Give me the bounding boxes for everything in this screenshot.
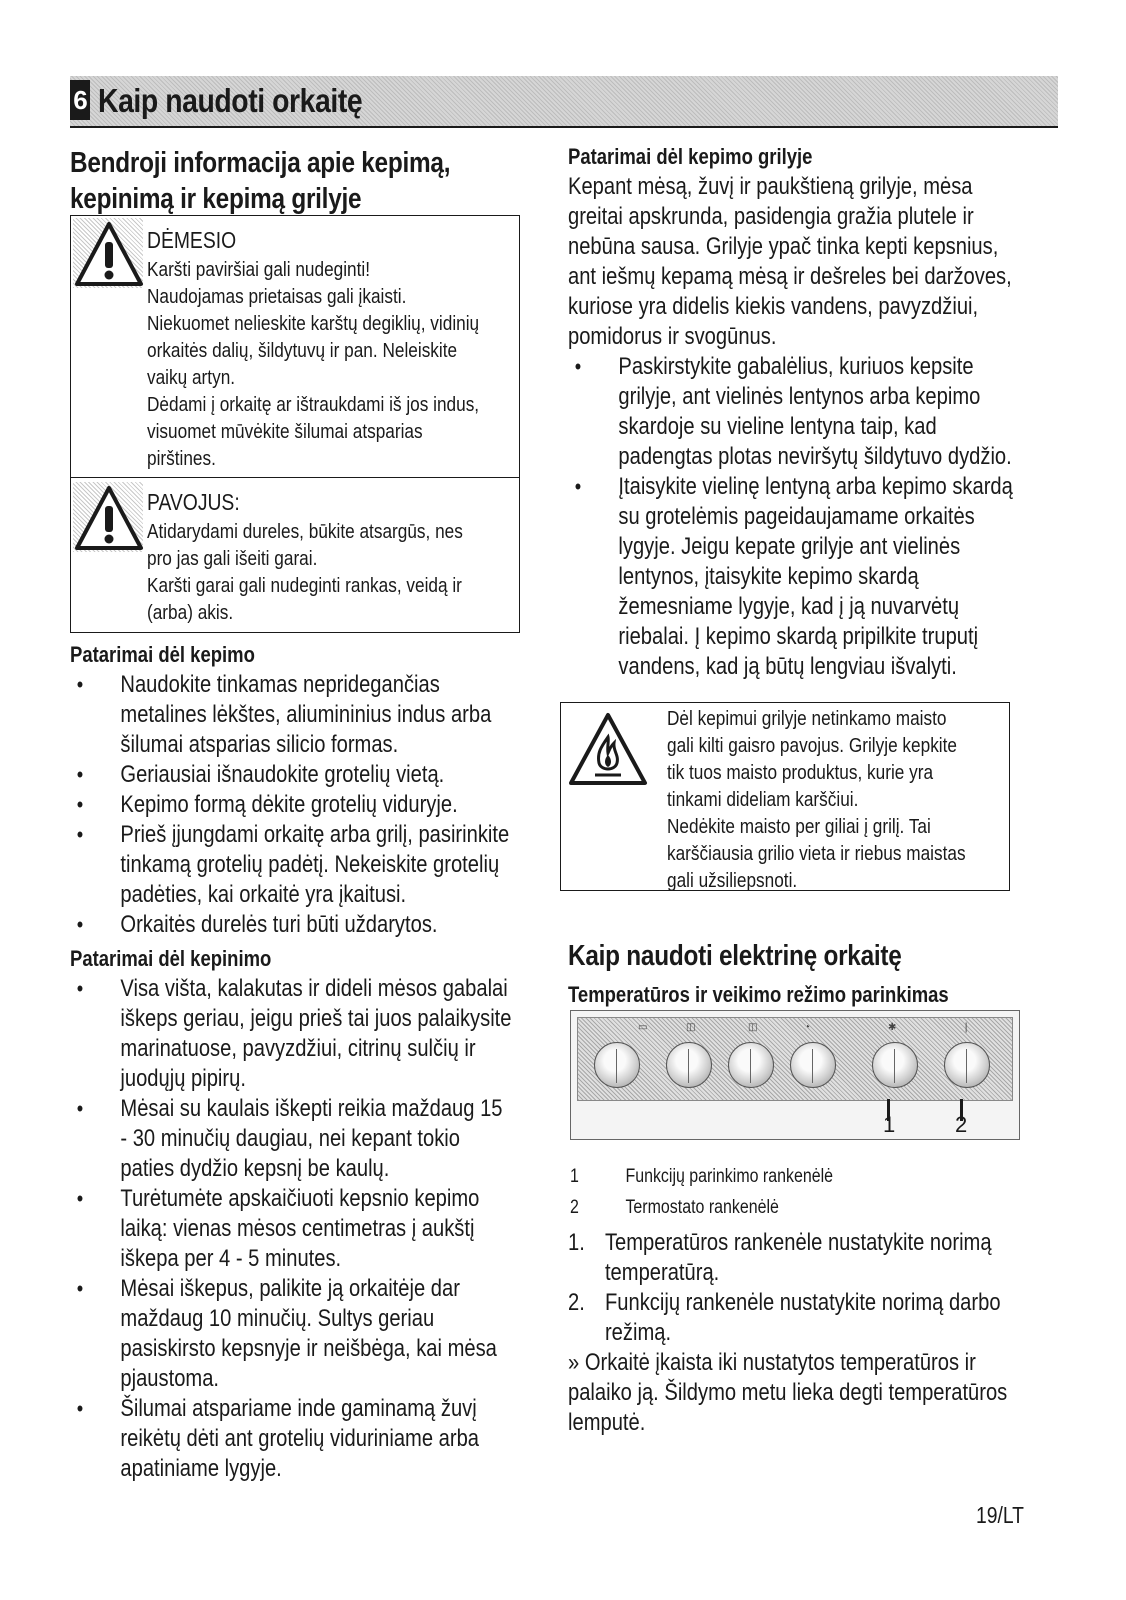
hob-knob xyxy=(594,1042,640,1088)
callout-number: 2 xyxy=(955,1112,968,1137)
list-item: • Orkaitės durelės turi būti uždarytos. xyxy=(70,910,528,940)
grill-tips-section xyxy=(568,142,1030,682)
danger-line: (arba) akis. xyxy=(147,601,234,624)
grill-tips-list xyxy=(568,352,1030,682)
list-item: 2. Funkcijų rankenėle nustatykite norimą darbo režimą. xyxy=(568,1289,1001,1346)
electric-oven-section xyxy=(568,938,1038,1010)
thermostat-knob xyxy=(944,1042,990,1088)
roasting-tips-section xyxy=(70,944,528,1484)
page-number: 19/LT xyxy=(976,1502,1024,1528)
result-text: » Orkaitė įkaista iki nustatytos temperatūros ir palaiko ją. Šildymo metu lieka degti temperatūros lemputė. xyxy=(568,1349,1008,1436)
hob-knob xyxy=(728,1042,774,1088)
grill-tips-title: Patarimai dėl kepimo grilyje xyxy=(568,144,813,169)
legend-row: 2 Termostato rankenėlė xyxy=(570,1197,779,1218)
steps-list xyxy=(568,1228,1038,1348)
warning-divider xyxy=(71,477,519,478)
list-item: • Geriausiai išnaudokite grotelių vietą. xyxy=(70,760,528,790)
legend-row: 1 Funkcijų parinkimo rankenėlė xyxy=(570,1166,834,1187)
caution-line: Naudojamas prietaisas gali įkaisti. xyxy=(147,285,407,308)
caution-line: pirštines. xyxy=(147,447,216,470)
caution-line: Dėdami į orkaitę ar ištraukdami iš jos indus, xyxy=(147,393,480,416)
chapter-number: 6 xyxy=(70,80,90,120)
list-item: • Naudokite tinkamas nepridegančias metalines lėkštes, aliumininius indus arba šilumai atsparias silicio formas. xyxy=(70,670,528,760)
warning-triangle-icon xyxy=(73,482,145,554)
list-item: • Šilumai atspariame inde gaminamą žuvį reikėtų dėti ant grotelių viduriniame arba apatiniame lygyje. xyxy=(70,1394,528,1484)
list-item: • Mėsai su kaulais iškepti reikia maždaug 15 - 30 minučių daugiau, nei kepant tokio paties dydžio kepsnį be kaulų. xyxy=(70,1094,528,1184)
baking-tips-list xyxy=(70,670,528,940)
caution-line: orkaitės dalių, šildytuvų ir pan. Neleiskite xyxy=(147,339,458,362)
callout-number: 1 xyxy=(883,1112,896,1137)
caution-heading: DĖMESIO xyxy=(147,227,237,253)
caution-text xyxy=(147,224,517,472)
left-section-title: Bendroji informacija apie kepimą, kepinimą ir kepimą grilyje xyxy=(70,147,451,215)
electric-oven-title: Kaip naudoti elektrinę orkaitę xyxy=(568,940,902,972)
function-knob xyxy=(872,1042,918,1088)
baking-tips-title: Patarimai dėl kepimo xyxy=(70,642,255,667)
hob-knob xyxy=(790,1042,836,1088)
caution-line: Niekuomet nelieskite karštų degiklių, vidinių xyxy=(147,312,480,335)
warning-triangle-icon xyxy=(73,218,145,290)
oven-control-panel-illustration xyxy=(570,1010,1020,1140)
usage-steps xyxy=(568,1228,1038,1438)
list-item: • Paskirstykite gabalėlius, kuriuos kepsite grilyje, ant vielinės lentynos arba kepimo skardoje su vieline lentyna taip, kad padengtas plotas neviršytų šildytuvo dydžio. xyxy=(568,352,1030,472)
fire-warning-icon xyxy=(567,711,649,787)
list-item: 1. Temperatūros rankenėle nustatykite norimą temperatūrą. xyxy=(568,1229,992,1286)
chapter-title: Kaip naudoti orkaitę xyxy=(98,82,363,119)
electric-oven-subtitle: Temperatūros ir veikimo režimo parinkimas xyxy=(568,982,949,1007)
danger-text xyxy=(147,486,517,626)
hob-knob xyxy=(666,1042,712,1088)
control-panel-strip: ▭ ◫ ◫ ◔ ✱ ❘ xyxy=(577,1017,1013,1101)
list-item: • Prieš įjungdami orkaitę arba grilį, pasirinkite tinkamą grotelių padėtį. Nekeiskite grotelių padėties, kai orkaitė yra įkaitusi. xyxy=(70,820,528,910)
list-item: • Visa višta, kalakutas ir dideli mėsos gabalai iškeps geriau, jeigu prieš tai juos palaikysite marinatuose, pavyzdžiui, citrinų sulčių ir juodųjų pipirų. xyxy=(70,974,528,1094)
list-item: • Kepimo formą dėkite grotelių viduryje. xyxy=(70,790,528,820)
roasting-tips-title: Patarimai dėl kepinimo xyxy=(70,946,272,971)
caution-line: visuomet mūvėkite šilumai atsparias xyxy=(147,420,423,443)
danger-line: Atidarydami dureles, būkite atsargūs, nes xyxy=(147,520,463,543)
danger-heading: PAVOJUS: xyxy=(147,489,240,515)
warning-box xyxy=(70,215,520,633)
caution-line: vaikų artyn. xyxy=(147,366,236,389)
list-item: • Turėtumėte apskaičiuoti kepsnio kepimo laiką: vienas mėsos centimetras į aukštį iškepa per 4 - 5 minutes. xyxy=(70,1184,528,1274)
list-item: • Įtaisykite vielinę lentyną arba kepimo skardą su grotelėmis pageidaujamame orkaitės lygyje. Jeigu kepate grilyje ant vielinės lentynos, įtaisykite kepimo skardą žemesniame lygyje, kad į ją nuvarvėtų riebalai. Į kepimo skardą pripilkite truputį vandens, kad ją būtų lengviau išvalyti. xyxy=(568,472,1030,682)
list-item: • Mėsai iškepus, palikite ją orkaitėje dar maždaug 10 minučių. Sultys geriau pasiskirsto kepsnyje ir neišbėga, kai mėsa pjaustoma. xyxy=(70,1274,528,1394)
baking-tips-section xyxy=(70,640,528,940)
fire-warning-box xyxy=(560,702,1010,891)
danger-line: Karšti garai gali nudeginti rankas, veidą ir xyxy=(147,574,462,597)
roasting-tips-list xyxy=(70,974,528,1484)
fire-warning-text: Dėl kepimui grilyje netinkamo maisto gali kilti gaisro pavojus. Grilyje kepkite tik tuos maisto produktus, kurie yra tinkami dideliam karščiui. Nedėkite maisto per giliai į grilį. Tai karščiausia grilio vieta ir riebus maistas gali užsiliepsnoti. xyxy=(667,707,966,892)
caution-line: Karšti paviršiai gali nudeginti! xyxy=(147,258,371,281)
grill-tips-intro: Kepant mėsą, žuvį ir paukštieną grilyje, mėsa greitai apskrunda, pasidengia gražia plutele ir nebūna sausa. Grilyje ypač tinka kepti kepsnius, ant iešmų kepamą mėsą ir dešreles bei daržoves, kuriose yra didelis kiekis vandens, pavyzdžiui, pomidorus ir svogūnus. xyxy=(568,173,1012,350)
danger-line: pro jas gali išeiti garai. xyxy=(147,547,318,570)
